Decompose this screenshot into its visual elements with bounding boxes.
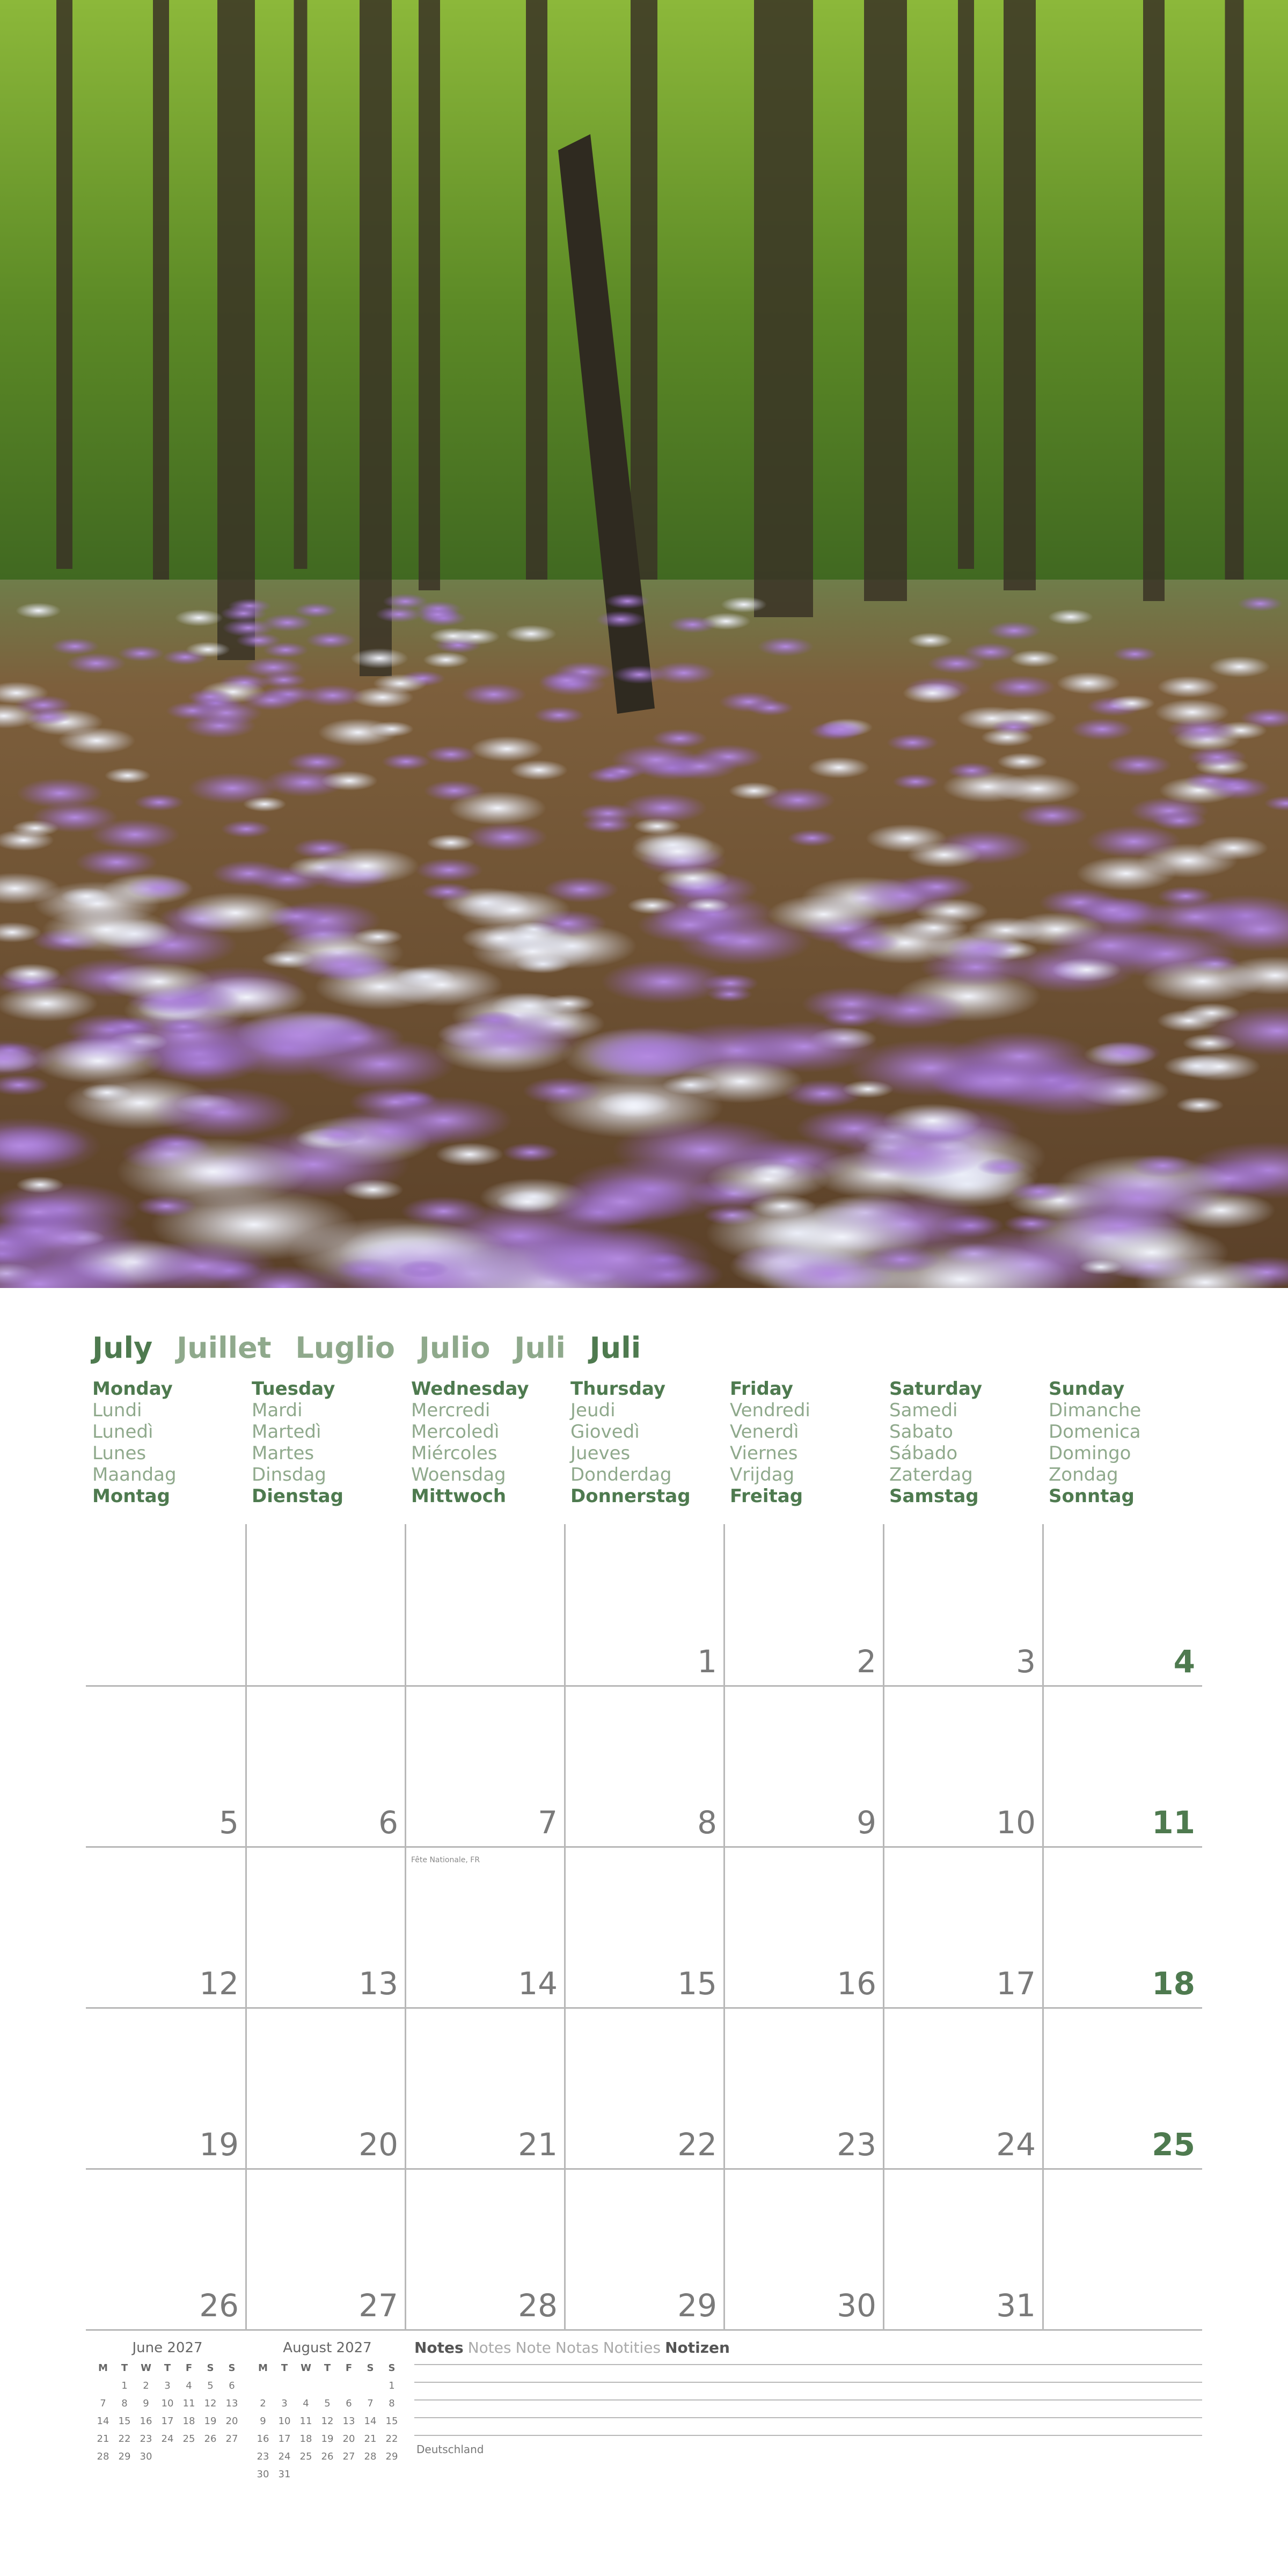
weekday-name: Martedì [252,1421,321,1443]
mini-day [381,2465,402,2483]
mini-day [338,2377,360,2395]
mini-day: 30 [257,2469,269,2480]
day-cell[interactable]: 21 [518,2126,558,2163]
month-name-fr: Juillet [177,1331,272,1365]
weekday-name: Wednesday [411,1378,529,1400]
mini-weekday: W [141,2362,151,2374]
mini-day: 21 [364,2433,377,2445]
day-cell[interactable]: 12 [199,1965,239,2002]
weekday-name: Lundi [92,1400,142,1421]
weekday-name: Vendredi [730,1400,810,1421]
month-name-en: July [92,1331,153,1365]
month-name-de: Juli [589,1331,641,1365]
mini-day: 22 [118,2433,131,2445]
day-cell[interactable]: 10 [996,1804,1036,1841]
mini-day [360,2377,381,2395]
weekday-name: Sabato [889,1421,953,1443]
day-cell[interactable]: 17 [996,1965,1036,2002]
day-cell[interactable]: 23 [837,2126,876,2163]
mini-day: 27 [225,2433,238,2445]
mini-day: 13 [342,2416,355,2427]
day-cell[interactable]: 2 [857,1643,876,1680]
grid-divider [86,2168,1202,2170]
weekday-name: Samedi [889,1400,958,1421]
mini-day: 8 [389,2398,395,2409]
mini-day: 16 [257,2433,269,2445]
notes-line[interactable] [414,2399,1202,2401]
mini-day [317,2465,338,2483]
mini-day [221,2448,243,2465]
mini-day: 27 [342,2451,355,2462]
mini-day: 10 [278,2416,291,2427]
mini-weekday: M [98,2362,108,2374]
weekday-name: Maandag [92,1464,177,1485]
mini-weekday: M [258,2362,268,2374]
day-cell[interactable]: 6 [378,1804,398,1841]
mini-day: 28 [364,2451,377,2462]
mini-day: 10 [161,2398,174,2409]
day-cell[interactable]: 26 [199,2287,239,2324]
weekday-column [889,1378,1045,1507]
grid-divider [86,2007,1202,2009]
mini-weekday: F [345,2362,353,2374]
day-cell[interactable]: 22 [677,2126,717,2163]
notes-line[interactable] [414,2364,1202,2365]
notes-line[interactable] [414,2435,1202,2436]
mini-weekday: T [281,2362,288,2374]
notes-label-it: Note [515,2339,551,2357]
mini-day: 3 [281,2398,288,2409]
day-cell[interactable]: 29 [677,2287,717,2324]
mini-day: 5 [207,2380,214,2391]
weekday-name: Mardi [252,1400,303,1421]
notes-label-fr: Notes [467,2339,511,2357]
weekday-name: Domenica [1049,1421,1141,1443]
weekday-name: Thursday [570,1378,666,1400]
mini-day: 29 [118,2451,131,2462]
grid-divider [245,1524,247,2329]
weekday-name: Domingo [1049,1443,1131,1464]
mini-day [200,2448,221,2465]
weekday-name: Jeudi [570,1400,616,1421]
mini-day: 5 [324,2398,331,2409]
day-cell[interactable]: 9 [857,1804,876,1841]
mini-day: 14 [97,2416,109,2427]
weekday-name: Freitag [730,1485,803,1507]
mini-weekday: T [324,2362,331,2374]
weekday-column [92,1378,248,1507]
mini-day: 30 [140,2451,152,2462]
country-label: Deutschland [416,2443,484,2456]
day-cell[interactable]: 3 [1016,1643,1036,1680]
day-cell[interactable]: 14 [518,1965,558,2002]
weekday-name: Donnerstag [570,1485,691,1507]
mini-calendar-title: August 2027 [283,2340,372,2356]
mini-day: 26 [321,2451,334,2462]
mini-day [178,2448,200,2465]
weekday-header [92,1378,1203,1512]
weekday-column [570,1378,726,1507]
mini-day: 12 [321,2416,334,2427]
weekday-name: Viernes [730,1443,798,1464]
weekday-column [730,1378,885,1507]
mini-day: 1 [121,2380,128,2391]
day-cell[interactable]: 20 [358,2126,398,2163]
mini-day [338,2465,360,2483]
mini-day: 3 [164,2380,171,2391]
notes-line[interactable] [414,2417,1202,2418]
day-cell[interactable]: 15 [677,1965,717,2002]
mini-weekday: S [228,2362,236,2374]
mini-day: 11 [182,2398,195,2409]
mini-day: 25 [299,2451,312,2462]
weekday-name: Dinsdag [252,1464,326,1485]
day-cell[interactable]: 8 [697,1804,717,1841]
mini-day: 28 [97,2451,109,2462]
weekday-column [1049,1378,1204,1507]
weekday-name: Woensdag [411,1464,506,1485]
mini-day: 6 [229,2380,235,2391]
grid-divider [564,1524,566,2329]
mini-day: 19 [321,2433,334,2445]
day-cell[interactable]: 11 [1152,1804,1195,1841]
mini-day: 19 [204,2416,217,2427]
mini-day: 15 [118,2416,131,2427]
mini-day [252,2377,274,2395]
mini-weekday: S [388,2362,396,2374]
day-cell[interactable]: 13 [358,1965,398,2002]
mini-day [157,2448,178,2465]
mini-day: 15 [385,2416,398,2427]
mini-day [295,2465,317,2483]
mini-day: 2 [260,2398,266,2409]
mini-day: 12 [204,2398,217,2409]
weekday-name: Miércoles [411,1443,497,1464]
weekday-name: Sábado [889,1443,958,1464]
notes-label-es: Notas [555,2339,599,2357]
mini-calendar-next [252,2340,402,2483]
weekday-name: Mercoledì [411,1421,500,1443]
mini-day: 6 [346,2398,352,2409]
mini-day: 16 [140,2416,152,2427]
day-cell[interactable]: 1 [697,1643,717,1680]
grid-divider [86,1685,1202,1687]
month-name-it: Luglio [295,1331,396,1365]
mini-day: 7 [100,2398,106,2409]
mini-day: 18 [182,2416,195,2427]
mini-calendar-days [252,2359,402,2483]
weekday-name: Dimanche [1049,1400,1141,1421]
mini-day [295,2377,317,2395]
holiday-note: Fête Nationale, FR [411,1856,480,1864]
mini-day: 8 [121,2398,128,2409]
mini-day: 29 [385,2451,398,2462]
mini-day: 11 [299,2416,312,2427]
mini-day: 25 [182,2433,195,2445]
mini-calendar-days [92,2359,243,2465]
day-cell[interactable]: 4 [1173,1643,1195,1680]
day-cell[interactable]: 28 [518,2287,558,2324]
mini-day: 2 [143,2380,149,2391]
grid-divider [723,1524,725,2329]
mini-day: 1 [389,2380,395,2391]
day-cell[interactable]: 24 [996,2126,1036,2163]
weekday-name: Donderdag [570,1464,672,1485]
mini-calendar-title: June 2027 [132,2340,203,2356]
mini-weekday: S [207,2362,214,2374]
notes-label-en: Notes [414,2339,464,2357]
grid-divider [86,1846,1202,1848]
mini-weekday: S [367,2362,374,2374]
weekday-name: Lunedì [92,1421,153,1443]
day-cell[interactable]: 27 [358,2287,398,2324]
mini-day: 21 [97,2433,109,2445]
mini-day: 9 [260,2416,266,2427]
notes-line[interactable] [414,2382,1202,2383]
weekday-name: Friday [730,1378,793,1400]
mini-day: 24 [278,2451,291,2462]
mini-day: 17 [161,2416,174,2427]
mini-day: 23 [140,2433,152,2445]
notes-heading [414,2339,734,2357]
grid-divider [883,1524,884,2329]
mini-day: 20 [225,2416,238,2427]
mini-day: 26 [204,2433,217,2445]
day-cell[interactable]: 25 [1152,2126,1195,2163]
weekday-name: Monday [92,1378,173,1400]
weekday-name: Jueves [570,1443,631,1464]
mini-day: 31 [278,2469,291,2480]
day-cell[interactable]: 31 [996,2287,1036,2324]
month-heading [92,1331,655,1374]
mini-day: 20 [342,2433,355,2445]
day-cell[interactable]: 7 [538,1804,558,1841]
grid-divider [405,1524,406,2329]
day-cell[interactable]: 16 [837,1965,876,2002]
day-cell[interactable]: 30 [837,2287,876,2324]
mini-day: 22 [385,2433,398,2445]
mini-weekday: F [185,2362,193,2374]
mini-day: 24 [161,2433,174,2445]
mini-day: 4 [303,2398,309,2409]
weekday-name: Vrijdag [730,1464,795,1485]
weekday-name: Sunday [1049,1378,1125,1400]
mini-day [274,2377,295,2395]
notes-label-nl: Notities [603,2339,661,2357]
weekday-name: Martes [252,1443,314,1464]
mini-day: 14 [364,2416,377,2427]
grid-divider [86,2329,1202,2331]
weekday-name: Tuesday [252,1378,335,1400]
weekday-name: Mercredi [411,1400,491,1421]
grid-divider [1042,1524,1044,2329]
day-cell[interactable]: 19 [199,2126,239,2163]
weekday-name: Giovedì [570,1421,640,1443]
weekday-name: Lunes [92,1443,147,1464]
weekday-column [411,1378,567,1507]
mini-weekday: W [301,2362,311,2374]
mini-day: 9 [143,2398,149,2409]
month-name-nl: Juli [514,1331,566,1365]
weekday-name: Zondag [1049,1464,1118,1485]
day-cell[interactable]: 18 [1152,1965,1195,2002]
calendar-grid [86,1524,1202,2329]
weekday-name: Zaterdag [889,1464,973,1485]
mini-day: 13 [225,2398,238,2409]
mini-day: 4 [186,2380,192,2391]
weekday-name: Montag [92,1485,170,1507]
weekday-name: Venerdì [730,1421,799,1443]
mini-day [317,2377,338,2395]
weekday-name: Mittwoch [411,1485,507,1507]
weekday-column [252,1378,407,1507]
notes-label-de: Notizen [665,2339,730,2357]
weekday-name: Samstag [889,1485,979,1507]
mini-weekday: T [164,2362,171,2374]
mini-day: 17 [278,2433,291,2445]
weekday-name: Dienstag [252,1485,343,1507]
mini-weekday: T [121,2362,128,2374]
mini-day: 23 [257,2451,269,2462]
mini-day [92,2377,114,2395]
mini-calendar-previous [92,2340,243,2465]
month-name-es: Julio [419,1331,491,1365]
mini-day [360,2465,381,2483]
day-cell[interactable]: 5 [219,1804,239,1841]
weekday-name: Sonntag [1049,1485,1135,1507]
mini-day: 7 [367,2398,374,2409]
weekday-name: Saturday [889,1378,983,1400]
mini-day: 18 [299,2433,312,2445]
